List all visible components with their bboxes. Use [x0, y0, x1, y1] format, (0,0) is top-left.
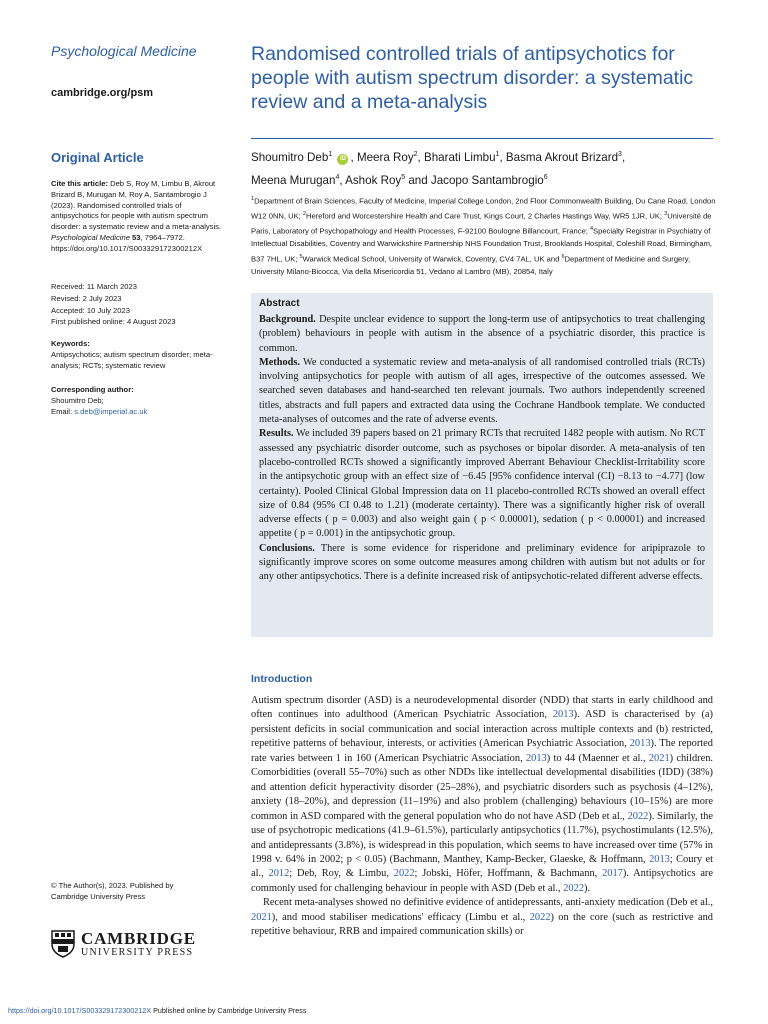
author-name[interactable]: Shoumitro Deb: [251, 150, 329, 164]
author-affil-sup: 1: [328, 151, 333, 158]
cite-label: Cite this article:: [51, 179, 108, 188]
abstract-body: [259, 313, 705, 585]
journal-url[interactable]: cambridge.org/psm: [51, 87, 154, 99]
section-label: Methods.: [259, 356, 300, 368]
title-divider: [251, 138, 713, 139]
affiliation: Department of Brain Sciences, Faculty of Medicine, Imperial College London, 2nd Floor Commonwealth Building, Du Cane Road, London W12 0NN, UK;: [251, 196, 716, 221]
affiliations: [251, 193, 716, 278]
keywords-label: Keywords:: [51, 339, 90, 348]
date-published: First published online: 4 August 2023: [51, 317, 176, 327]
author-name[interactable]: Bharati Limbu: [424, 150, 496, 164]
text: Recent meta-analyses showed no definitive evidence of antidepressants, anti-anxiety medication (Deb et al.,: [263, 897, 713, 909]
author-name[interactable]: Meena Murugan: [251, 173, 336, 187]
text: ; Coury et al.,: [251, 853, 714, 880]
author-name[interactable]: Meera Roy: [356, 150, 414, 164]
affiliation: Warwick Medical School, University of Warwick, Coventry, CV4 7AL, UK and: [302, 254, 562, 264]
email-link[interactable]: s.deb@imperial.ac.uk: [74, 406, 148, 416]
reference-link[interactable]: 2021: [648, 752, 670, 764]
author-list: Shoumitro Deb$^1$ iD , Meera Roy$^2$, Bharati Limbu$^1$, Basma Akrout Brizard$^3$, Meena Murugan$^4$, Ashok Roy$^5$ and Jacopo Santambrogio$^6$: [251, 150, 626, 187]
reference-link[interactable]: 2013: [525, 752, 547, 764]
affiliation: Université de Paris, Laboratory of Psychopathology and Health Processes, F-92100 Boulogne Billancourt, France;: [251, 211, 712, 236]
intro-paragraph-2: [251, 896, 713, 939]
author-affil-sup: 1: [495, 151, 500, 158]
abstract-background: [259, 313, 705, 356]
affiliation: Department of Medicine and Surgery, University Milano-Bicocca, Via della Misericordia 51, Vedano al Lambro (MB), 20854, Italy: [251, 254, 691, 276]
text: ).: [584, 882, 591, 894]
dates-block: [51, 281, 176, 328]
text: ). Similarly, the use of psychotropic medications (41.9–61.5%), particularly antipsychotics (11.7%), psychostimulants (12.5%), and antidepressants (3.8%), is widespread in this population, which seems to have increased over time (57% in 1998 v. 64% in 2002; p < 0.05) (Bachmann, Manthey, Kamp-Becker, Glaeske, & Hoffmann,: [251, 810, 713, 865]
logo-line-2: UNIVERSITY PRESS: [81, 947, 194, 958]
text: ), and mood stabiliser medications' efficacy (Limbu et al.,: [271, 911, 530, 923]
footer-text: Published online by Cambridge University Press: [151, 1006, 307, 1015]
footer-doi-link[interactable]: https://doi.org/10.1017/S003329172300212X: [8, 1006, 152, 1015]
text: ; Jobski, Höfer, Hoffmann, & Bachmann,: [414, 868, 603, 880]
article-title: Randomised controlled trials of antipsychotics for people with autism spectrum disorder: a systematic review and a meta-analysis: [251, 43, 694, 113]
email-label: Email:: [51, 406, 75, 416]
text: ). ASD is characterised by (a) persistent deficits in social communication and social interaction across multiple contexts and (b) restricted, repetitive patterns of behaviour, interests, or activities (American Psychiatric Association,: [251, 709, 713, 750]
abstract-heading: Abstract: [259, 298, 300, 309]
introduction-body: [251, 694, 713, 940]
author-name[interactable]: Jacopo Santambrogio: [430, 173, 544, 187]
text: Autism spectrum disorder (ASD) is a neurodevelopmental disorder (NDD) that starts in early childhood and often continues into adulthood (American Psychiatric Association,: [251, 695, 713, 721]
cite-rest[interactable]: , 7964–7972. https://doi.org/10.1017/S003329172300212X: [51, 232, 203, 253]
article-type: Original Article: [51, 150, 144, 165]
abstract-methods: [259, 356, 705, 427]
author-name[interactable]: Ashok Roy: [345, 173, 402, 187]
journal-name[interactable]: Psychological Medicine: [51, 43, 197, 59]
reference-link[interactable]: 2012: [268, 868, 290, 880]
date-revised: Revised: 2 July 2023: [51, 293, 122, 303]
author-affil-sup: 3: [618, 151, 622, 158]
section-label: Results.: [259, 428, 294, 440]
abstract-conclusions: [259, 542, 705, 585]
cite-volume: 53: [129, 232, 141, 242]
cite-journal: Psychological Medicine: [51, 232, 130, 242]
reference-link[interactable]: 2022: [393, 868, 415, 880]
affil-number: 4: [589, 226, 594, 233]
text: ) children. Comorbidities (overall 55–70%) such as other NDDs like intellectual developmental disabilities (IDD) (38%) and attention deficit hyperactivity disorder (25–28%), and psychiatric disorders such as psychosis (4–12%), anxiety (18–20%), and depression (11–19%) and also problem (challenging) behaviours (10–15%) are more common in ASD compared with the general population who do not have ASD (Deb et al.,: [251, 752, 714, 822]
date-accepted: Accepted: 10 July 2023: [51, 305, 130, 315]
reference-link[interactable]: 2021: [251, 911, 272, 923]
copyright-line-2: Cambridge University Press: [51, 892, 146, 901]
reference-link[interactable]: 2022: [563, 882, 585, 894]
author-affil-sup: 2: [413, 151, 418, 158]
text: ). The reported rate varies between 1 in 160 (American Psychiatric Association,: [251, 738, 713, 764]
section-text: There is some evidence for risperidone and preliminary evidence for aripiprazole to significantly improve scores on some outcome measures among children with autism but not adults or for any other antipsychotics. There is a definite increased risk of antipsychotic-related different adverse effects.: [259, 542, 705, 583]
affil-number: 6: [561, 253, 565, 260]
affil-number: 2: [302, 211, 306, 218]
date-received: Received: 11 March 2023: [51, 282, 137, 291]
section-label: Conclusions.: [259, 542, 315, 554]
and-text: and: [405, 173, 431, 187]
cambridge-crest-icon: [51, 930, 75, 958]
corr-name: Shoumitro Deb;: [51, 395, 104, 405]
copyright-line-1: © The Author(s), 2023. Published by: [51, 881, 174, 890]
cambridge-logo[interactable]: [51, 930, 196, 958]
affiliation: Hereford and Worcestershire Health and Care Trust, Kings Court, 2 Charles Hastings Way, WR5 1JR, UK;: [305, 211, 665, 221]
keywords-block: [51, 339, 231, 371]
section-text: We conducted a systematic review and meta-analysis of all randomised controlled trials (RCTs) involving antipsychotics for people with autism of all ages, irrespective of the outcomes assessed. We searched seven databases and hand-searched ten relevant journals. Two authors independently screened titles, abstracts and full papers and extracted data using the Cochrane Handbook template. We conducted meta-analyses of outcomes and the rate of adverse events.: [259, 356, 705, 426]
citation-block: [51, 179, 231, 255]
affil-number: 1: [251, 196, 255, 202]
cite-authors: Deb S, Roy M, Limbu B, Akrout Brizard B, Murugan M, Roy A, Santambrogio J (2023). Randomised controlled trials of antipsychotics for people with autism spectrum disorder: a systematic review and a meta-analysis.: [51, 179, 222, 232]
reference-link[interactable]: 2013: [552, 709, 574, 721]
author-affil-sup: 4: [335, 173, 340, 181]
abstract-box: [251, 293, 713, 637]
section-text: We included 39 papers based on 21 primary RCTs that recruited 1482 people with autism. No RCT assessed any psychiatric disorder outcome, such as psychoses or bipolar disorder. A meta-analysis of ten placebo-controlled RCTs showed a significantly improved Aberrant Behaviour Checklist-Irritability score in the antipsychotic group with an effect size of −6.45 [95% confidence interval (CI) −8.13 to −4.77] (low certainty). Pooled Clinical Global Impression data on 11 placebo-controlled RCTs showed an overall effect size of 0.84 (95% CI 0.48 to 1.21) (moderate certainty). There was a significantly higher risk of overall adverse effects ( p = 0.003) and also weight gain ( p < 0.00001), sedation ( p < 0.00001) and increased appetite ( p = 0.001) in the antipsychotic group.: [259, 428, 705, 540]
reference-link[interactable]: 2013: [629, 738, 651, 750]
affil-number: 3: [664, 211, 668, 218]
author-affil-sup: 5: [401, 173, 406, 181]
logo-line-1: CAMBRIDGE: [81, 929, 196, 948]
orcid-icon[interactable]: iD: [337, 154, 348, 165]
text: ; Deb, Roy, & Limbu,: [289, 868, 394, 880]
abstract-results: [259, 427, 705, 541]
section-text: Despite unclear evidence to support the long-term use of antipsychotics to treat challenging (problem) behaviours in people with autism in the absence of a psychiatric disorder, this practice is common.: [259, 314, 705, 354]
corresponding-author-block: [51, 385, 231, 417]
page-footer: [8, 1006, 306, 1015]
author-affil-sup: 6: [543, 173, 548, 181]
keywords-list: Antipsychotics; autism spectrum disorder; meta-analysis; RCTs; systematic review: [51, 349, 213, 370]
introduction-heading: Introduction: [251, 673, 313, 685]
text: ). Antipsychotics are commonly used for challenging behaviour in people with ASD (Deb et al.,: [251, 868, 713, 894]
reference-link[interactable]: 2022: [627, 810, 649, 822]
author-name[interactable]: Basma Akrout Brizard: [505, 150, 619, 164]
text: ) on the core (such as restrictive and repetitive behaviour, RRB and impaired communication skills) or: [251, 911, 713, 938]
corr-label: Corresponding author:: [51, 385, 134, 394]
reference-link[interactable]: 2013: [649, 853, 670, 865]
intro-paragraph-1: [251, 694, 713, 896]
copyright: [51, 880, 231, 902]
affiliation: Specialty Registrar in Psychiatry of Intellectual Disabilities, Coventry and Warwickshire Partnership NHS Foundation Trust, Brooklands Hospital, Coleshill Road, Birmingham, B37 7HL, UK;: [251, 226, 713, 264]
affil-number: 5: [299, 253, 303, 260]
reference-link[interactable]: 2022: [529, 911, 551, 923]
reference-link[interactable]: 2017: [602, 868, 623, 880]
section-label: Background.: [259, 314, 316, 325]
text: ) to 44 (Maenner et al.,: [546, 752, 649, 764]
